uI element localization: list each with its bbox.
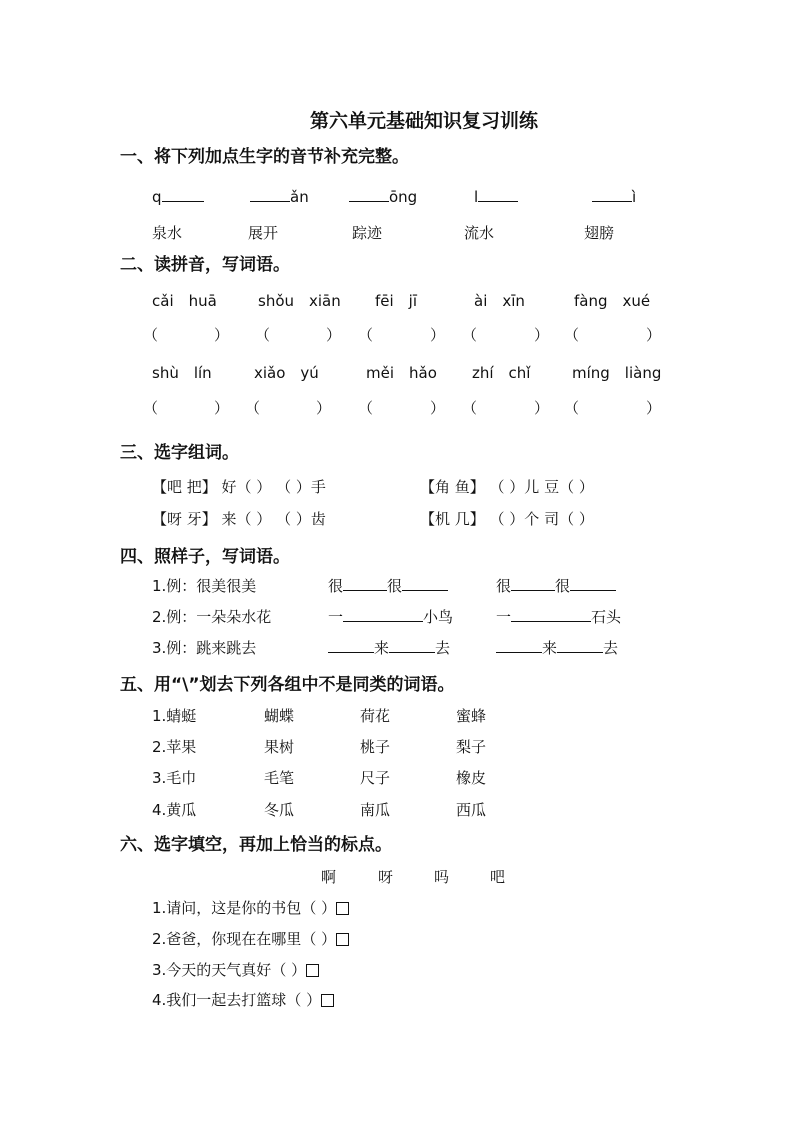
section-6-heading: 六、选字填空，再加上恰当的标点。 (120, 835, 392, 855)
word-choice-line[interactable]: 【吧 把】 好（ ） （ ）手 (152, 478, 326, 496)
pinyin-prompt: míng liàng (572, 364, 662, 382)
word-item[interactable]: 橡皮 (456, 769, 487, 787)
pinyin-prompt: shǒu xiān (258, 292, 341, 310)
section-3-heading: 三、选字组词。 (120, 443, 239, 463)
answer-paren-close: ） (214, 326, 230, 344)
punctuation-box[interactable] (321, 994, 334, 1007)
pinyin-prompt: cǎi huā (152, 292, 217, 310)
fill-phrase[interactable]: 来 去 (328, 637, 450, 658)
pinyin-blank-3[interactable]: ōng (349, 187, 417, 206)
word-item[interactable]: 桃子 (360, 738, 391, 756)
word-item[interactable]: 西瓜 (456, 801, 487, 819)
answer-paren-close: ） (430, 399, 446, 417)
pinyin-prompt: ài xīn (474, 292, 525, 310)
fill-phrase[interactable]: 来 去 (496, 637, 618, 658)
page-title: 第六单元基础知识复习训练 (310, 110, 539, 132)
answer-paren-close: ） (430, 326, 446, 344)
word-item[interactable]: 1.蜻蜓 (152, 707, 197, 725)
word-item[interactable]: 3.毛巾 (152, 769, 197, 787)
word-item[interactable]: 蝴蝶 (264, 707, 295, 725)
answer-paren-close: ） (646, 399, 662, 417)
answer-paren-open[interactable]: （ (358, 399, 374, 417)
pinyin-blank-2[interactable]: ǎn (250, 187, 309, 206)
punctuation-box[interactable] (336, 902, 349, 915)
word-1: 泉水 (152, 224, 183, 242)
option-char: 呀 (378, 868, 394, 886)
word-item[interactable]: 荷花 (360, 707, 391, 725)
answer-paren-close: ） (326, 326, 342, 344)
pinyin-prompt: shù lín (152, 364, 212, 382)
word-item[interactable]: 南瓜 (360, 801, 391, 819)
word-4: 流水 (464, 224, 495, 242)
option-char: 吧 (490, 868, 506, 886)
fill-phrase[interactable]: 一 小鸟 (328, 608, 454, 626)
example-3: 3.例：跳来跳去 (152, 639, 257, 657)
pinyin-prompt: měi hǎo (366, 364, 437, 382)
section-2-heading: 二、读拼音，写词语。 (120, 255, 290, 275)
word-item[interactable]: 2.苹果 (152, 738, 197, 756)
fill-phrase[interactable]: 一 石头 (496, 608, 622, 626)
answer-paren-open[interactable]: （ (143, 399, 159, 417)
word-2: 展开 (248, 224, 279, 242)
example-2: 2.例：一朵朵水花 (152, 608, 272, 626)
answer-paren-open[interactable]: （ (358, 326, 374, 344)
punctuation-box[interactable] (306, 964, 319, 977)
fill-phrase[interactable]: 很 很 (328, 575, 448, 596)
answer-paren-open[interactable]: （ (462, 326, 478, 344)
answer-paren-open[interactable]: （ (564, 326, 580, 344)
answer-paren-open[interactable]: （ (255, 326, 271, 344)
word-item[interactable]: 4.黄瓜 (152, 801, 197, 819)
word-choice-line[interactable]: 【机 几】 （ ）个 司（ ） (420, 510, 594, 528)
section-5-heading: 五、用“\”划去下列各组中不是同类的词语。 (120, 675, 455, 695)
word-choice-line[interactable]: 【呀 牙】 来（ ） （ ）齿 (152, 510, 326, 528)
answer-paren-close: ） (316, 399, 332, 417)
answer-paren-close: ） (214, 399, 230, 417)
word-item[interactable]: 冬瓜 (264, 801, 295, 819)
pinyin-prompt: zhí chǐ (472, 364, 531, 382)
word-item[interactable]: 果树 (264, 738, 295, 756)
pinyin-prompt: fēi jī (375, 292, 418, 310)
example-1: 1.例：很美很美 (152, 577, 257, 595)
answer-paren-open[interactable]: （ (564, 399, 580, 417)
answer-paren-close: ） (646, 326, 662, 344)
word-choice-line[interactable]: 【角 鱼】 （ ）儿 豆（ ） (420, 478, 594, 496)
punctuation-box[interactable] (336, 933, 349, 946)
section-4-heading: 四、照样子，写词语。 (120, 547, 290, 567)
answer-paren-close: ） (534, 326, 550, 344)
word-item[interactable]: 尺子 (360, 769, 391, 787)
answer-paren-close: ） (534, 399, 550, 417)
section-1-heading: 一、将下列加点生字的音节补充完整。 (120, 147, 409, 167)
fill-sentence[interactable]: 1.请问，这是你的书包（ ） (152, 897, 349, 918)
answer-paren-open[interactable]: （ (143, 326, 159, 344)
fill-sentence[interactable]: 3.今天的天气真好（ ） (152, 959, 319, 980)
answer-paren-open[interactable]: （ (245, 399, 261, 417)
pinyin-blank-5[interactable]: ì (592, 187, 636, 206)
pinyin-prompt: xiǎo yú (254, 364, 319, 382)
word-item[interactable]: 毛笔 (264, 769, 295, 787)
answer-paren-open[interactable]: （ (462, 399, 478, 417)
option-char: 啊 (321, 868, 337, 886)
word-item[interactable]: 梨子 (456, 738, 487, 756)
word-5: 翅膀 (584, 224, 615, 242)
pinyin-blank-4[interactable]: l (474, 187, 518, 206)
fill-sentence[interactable]: 2.爸爸，你现在在哪里（ ） (152, 928, 349, 949)
word-item[interactable]: 蜜蜂 (456, 707, 487, 725)
fill-phrase[interactable]: 很 很 (496, 575, 616, 596)
pinyin-blank-1[interactable]: q (152, 187, 204, 206)
fill-sentence[interactable]: 4.我们一起去打篮球（ ） (152, 989, 334, 1010)
word-3: 踪迹 (352, 224, 383, 242)
option-char: 吗 (434, 868, 450, 886)
pinyin-prompt: fàng xué (574, 292, 651, 310)
